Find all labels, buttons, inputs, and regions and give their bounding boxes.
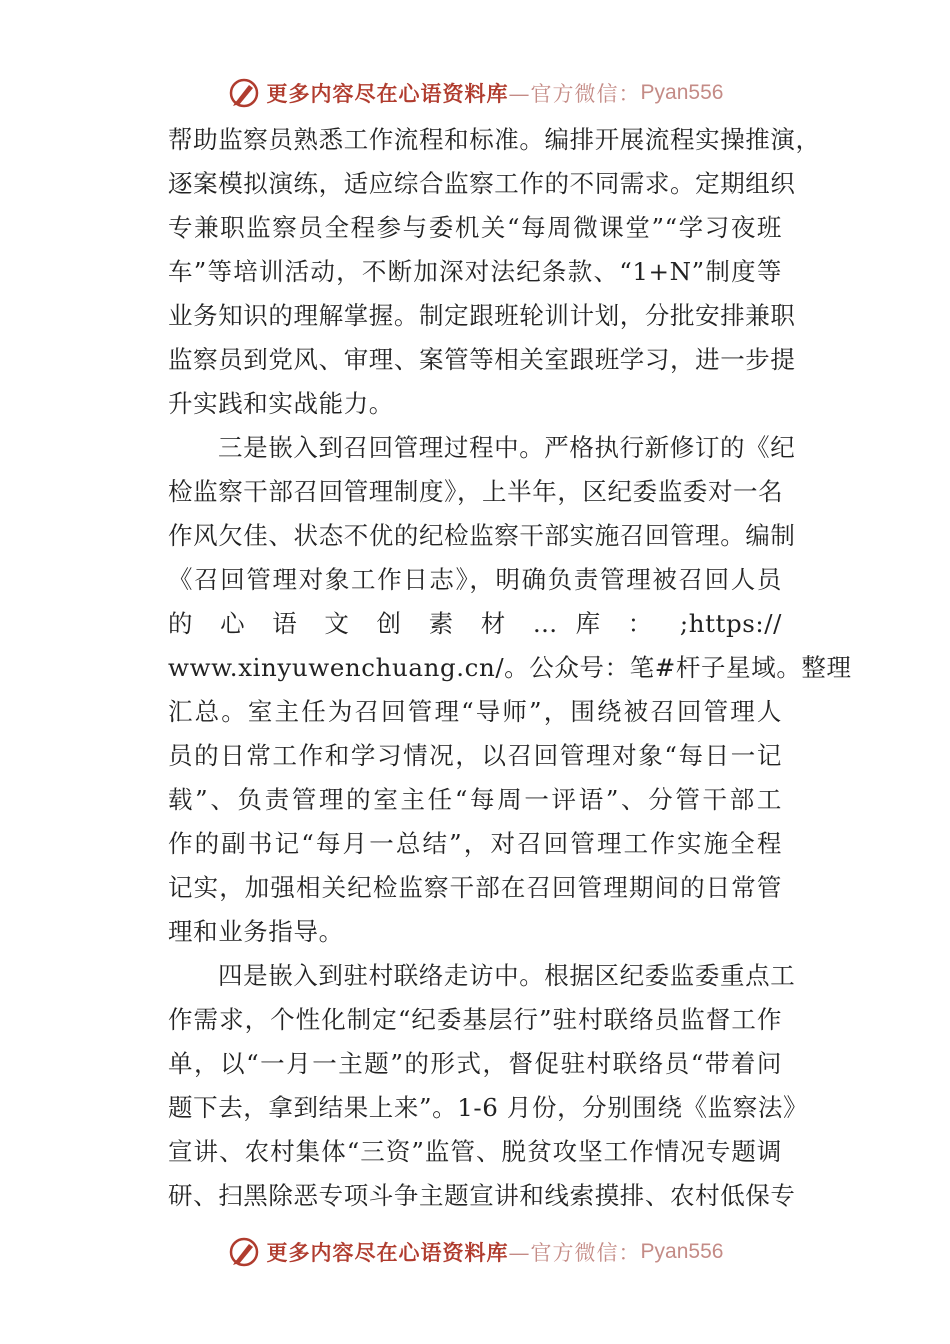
- text-line: 三是嵌入到召回管理过程中。严格执行新修订的《纪: [218, 433, 796, 462]
- text-line: 车”等培训活动，不断加深对法纪条款、“1+N”制度等: [168, 257, 782, 286]
- text-line: 的 心 语 文 创 素 材 … 库 ： ;https://: [168, 609, 782, 638]
- text-line: www.xinyuwenchuang.cn/。公众号：笔#杆子星域。整理: [168, 653, 852, 682]
- text-line: 监察员到党风、审理、案管等相关室跟班学习，进一步提: [168, 345, 796, 374]
- text-line: 宣讲、农村集体“三资”监管、脱贫攻坚工作情况专题调: [168, 1137, 782, 1166]
- text-line: 记实，加强相关纪检监察干部在召回管理期间的日常管: [168, 873, 782, 902]
- paragraph-training: [168, 118, 821, 426]
- pen-writing-icon: [227, 1235, 261, 1269]
- text-line: 《召回管理对象工作日志》，明确负责管理被召回人员: [168, 565, 782, 594]
- text-line: 员的日常工作和学习情况，以召回管理对象“每日一记: [168, 741, 782, 770]
- banner-brand-text: 更多内容尽在心语资料库: [266, 1240, 509, 1265]
- header-watermark-banner: [0, 73, 950, 113]
- paragraph-village-liaison: [168, 954, 809, 1218]
- text-line: 专兼职监察员全程参与委机关“每周微课堂”“学习夜班: [168, 213, 782, 242]
- text-line: 四是嵌入到驻村联络走访中。根据区纪委监委重点工: [218, 961, 796, 990]
- paragraph-recall-management: [168, 426, 852, 954]
- footer-watermark-banner: [0, 1232, 950, 1272]
- text-line: 业务知识的理解掌握。制定跟班轮训计划，分批安排兼职: [168, 301, 796, 330]
- text-line: 作风欠佳、状态不优的纪检监察干部实施召回管理。编制: [168, 521, 796, 550]
- text-line: 作需求，个性化制定“纪委基层行”驻村联络员监督工作: [168, 1005, 782, 1034]
- text-line: 研、扫黑除恶专项斗争主题宣讲和线索摸排、农村低保专: [168, 1181, 796, 1210]
- text-line: 检监察干部召回管理制度》，上半年，区纪委监委对一名: [168, 477, 784, 506]
- text-line: 理和业务指导。: [168, 917, 344, 946]
- text-line: 升实践和实战能力。: [168, 389, 394, 418]
- banner-wechat-label: —官方微信：: [508, 1241, 641, 1265]
- banner-wechat-account: Pyan556: [640, 81, 724, 104]
- banner-wechat-account: Pyan556: [640, 1240, 724, 1263]
- text-line: 载”、负责管理的室主任“每周一评语”、分管干部工: [168, 785, 782, 814]
- pen-writing-icon: [227, 76, 261, 110]
- document-body: [168, 118, 852, 1218]
- text-line: 帮助监察员熟悉工作流程和标准。编排开展流程实操推演，: [168, 125, 821, 154]
- text-line: 汇总。室主任为召回管理“导师”，围绕被召回管理人: [168, 697, 782, 726]
- text-line: 单，以“一月一主题”的形式，督促驻村联络员“带着问: [168, 1049, 782, 1078]
- text-line: 作的副书记“每月一总结”，对召回管理工作实施全程: [168, 829, 782, 858]
- text-line: 逐案模拟演练，适应综合监察工作的不同需求。定期组织: [168, 169, 796, 198]
- text-line: 题下去，拿到结果上来”。1-6 月份，分别围绕《监察法》: [168, 1093, 809, 1122]
- banner-brand-text: 更多内容尽在心语资料库: [266, 81, 509, 106]
- banner-wechat-label: —官方微信：: [508, 82, 641, 106]
